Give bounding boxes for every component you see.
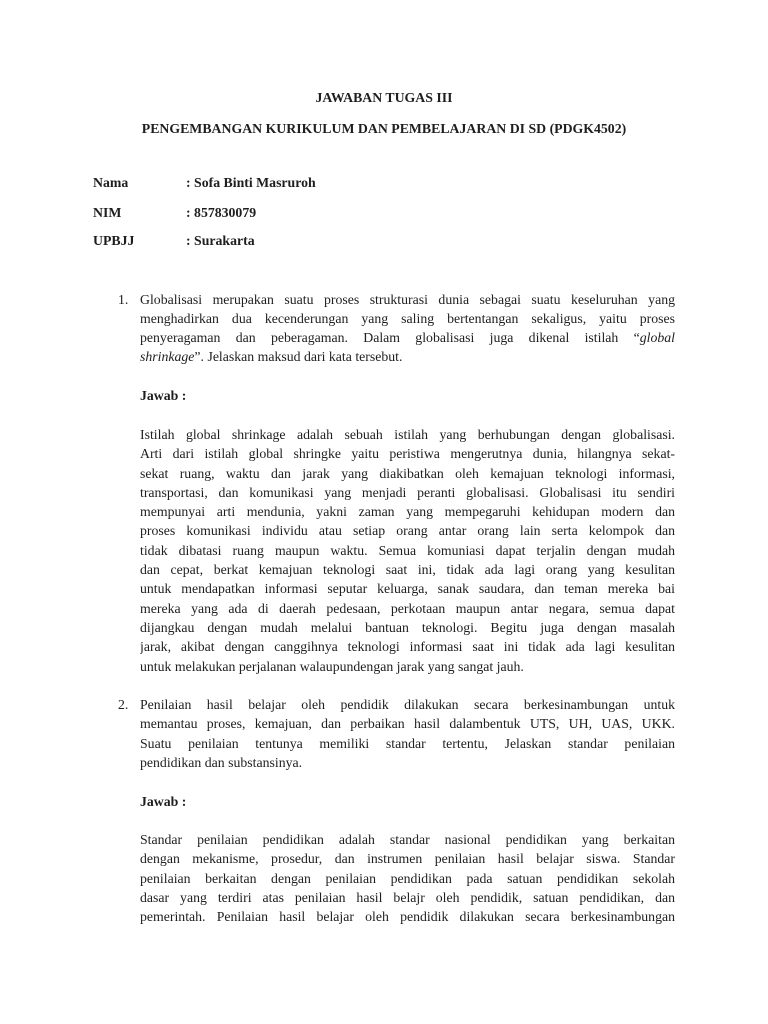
answer-line: Standar penilaian pendidikan adalah standar nasional pendidikan yang berkaitan [140, 832, 675, 847]
answer-label: Jawab : [140, 388, 187, 403]
answer-line: Arti dari istilah global shringke yaitu peristiwa mengerutnya dunia, hilangnya sekat- [140, 446, 675, 462]
question-line: Globalisasi merupakan suatu proses strukturasi dunia sebagai suatu keseluruhan yang [140, 291, 675, 307]
identity-value: : Surakarta [186, 233, 255, 248]
identity-row-nim [93, 203, 593, 222]
answer-2 [140, 830, 675, 926]
question-2 [140, 695, 675, 772]
identity-value: : Sofa Binti Masruroh [186, 175, 316, 190]
question-italic-term: global [639, 330, 675, 346]
answer-line: untuk melakukan perjalanan walaupundengan jarak yang sangat jauh. [140, 658, 524, 674]
identity-label: UPBJJ [93, 233, 135, 248]
question-1 [140, 290, 675, 367]
question-text: penyeragaman dan peberagaman. Dalam globalisasi juga dikenal istilah “ [140, 330, 640, 346]
question-number: 1. [118, 291, 129, 307]
answer-line: penilaian berkaitan dengan penilaian pendidikan pada satuan pendidikan sekolah [140, 870, 675, 886]
answer-line: pemerintah. Penilaian hasil belajar oleh pendidik dilakukan secara berkesinambungan [140, 909, 675, 925]
answer-line: dengan mekanisme, prosedur, dan instrumen penilaian hasil belajar siswa. Standar [140, 851, 675, 867]
document-subtitle: PENGEMBANGAN KURIKULUM DAN PEMBELAJARAN DI SD (PDGK4502) [141, 120, 627, 136]
answer-line: proses komunikasi individu atau setiap orang antar orang lain serta kelompok dan [140, 523, 675, 539]
answer-line: jarak, akibat dengan canggihnya teknologi informasi saat ini tidak ada lagi kesulitan [140, 639, 675, 655]
answer-line: sekat ruang, waktu dan jarak yang diakibatkan oleh kemajuan teknologi informasi, [140, 465, 675, 481]
question-line: pendidikan dan substansinya. [140, 754, 303, 770]
question-italic-term: shrinkage [140, 349, 195, 365]
answer-line: dan cepat, berkat kemajuan teknologi saat ini, tidak ada lagi orang yang kesulitan [140, 562, 675, 578]
question-line [140, 347, 675, 366]
question-line: Suatu penilaian tentunya memiliki standar tertentu, Jelaskan standar penilaian [140, 735, 675, 751]
answer-line: mempunyai arti mendunia, yakni zaman yang mempegaruhi kehidupan modern dan [140, 504, 675, 520]
question-line: menghadirkan dua kecenderungan yang saling bertentangan sekaligus, yaitu proses [140, 310, 675, 326]
answer-line: Istilah global shrinkage adalah sebuah istilah yang berhubungan dengan globalisasi. [140, 427, 675, 442]
answer-1 [140, 425, 675, 676]
answer-line: dijangkau dengan mudah melalui bantuan teknologi. Begitu juga dengan masalah [140, 619, 675, 635]
answer-label: Jawab : [140, 794, 187, 809]
answer-line: untuk mendapatkan informasi seputar keluarga, sanak saudara, dan teman mereka bai [140, 581, 675, 597]
question-line [140, 328, 675, 347]
document-title: JAWABAN TUGAS III [315, 89, 453, 105]
identity-label: NIM [93, 205, 122, 220]
answer-line: dasar yang terdiri atas penilaian hasil belajr oleh pendidik, satuan pendidikan, dan [140, 889, 675, 905]
identity-row-nama [93, 173, 593, 192]
question-line: memantau proses, kemajuan, dan perbaikan hasil dalambentuk UTS, UH, UAS, UKK. [140, 716, 675, 732]
answer-line: tidak dibatasi ruang maupun waktu. Semua komuniasi dapat terjalin dengan mudah [140, 542, 675, 558]
identity-label: Nama [93, 175, 129, 190]
identity-row-upbjj [93, 231, 593, 250]
question-number: 2. [118, 697, 129, 712]
answer-line: mereka yang ada di daerah pedesaan, perkotaan maupun antar negara, semua dapat [140, 600, 675, 616]
identity-value: : 857830079 [186, 205, 257, 220]
question-text: ”. Jelaskan maksud dari kata tersebut. [194, 349, 403, 365]
answer-line: transportasi, dan komunikasi yang menjadi peranti globalisasi. Globalisasi itu sendiri [140, 484, 675, 500]
question-line: Penilaian hasil belajar oleh pendidik dilakukan secara berkesinambungan untuk [140, 697, 675, 712]
